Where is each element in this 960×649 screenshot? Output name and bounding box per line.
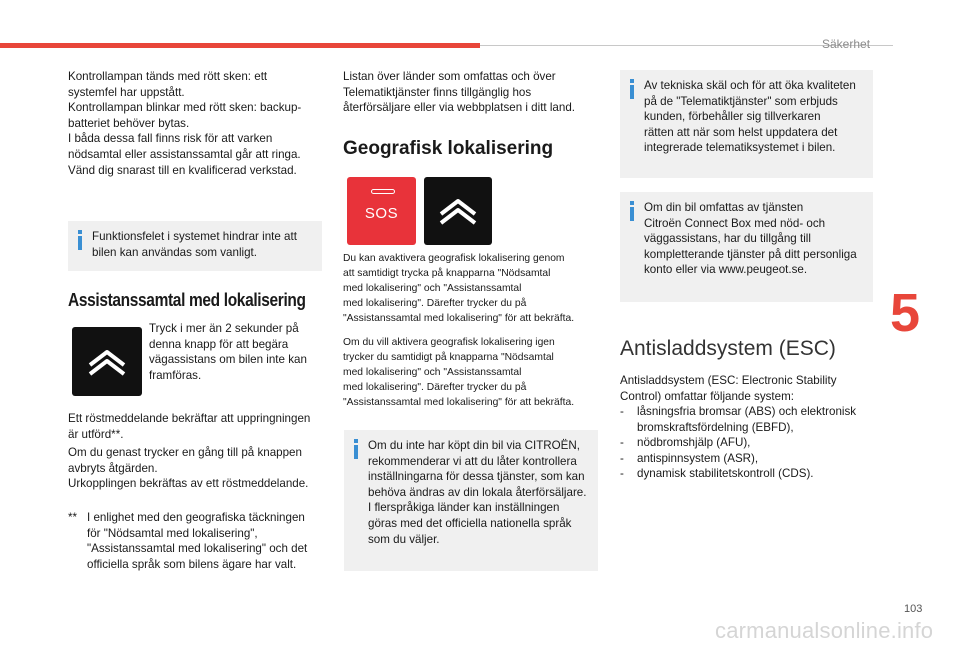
info-icon <box>352 439 360 459</box>
assistance-button-image <box>72 327 142 396</box>
col1-footnote <box>68 510 338 572</box>
footnote-mark: ** <box>68 511 78 524</box>
watermark: carmanualsonline.info <box>715 618 934 643</box>
list-item: - antispinnsystem (ASR), <box>620 451 759 465</box>
header-accent-bar <box>0 43 480 48</box>
assistance-button-image-2 <box>424 177 492 245</box>
citroen-chevrons-icon <box>72 327 142 396</box>
geolocation-heading: Geografisk lokalisering <box>343 138 554 159</box>
col1-para2: Om du genast trycker en gång till på knappen avbryts åtgärden. Urkopplingen bekräftas av ett röstmeddelande. <box>68 446 309 491</box>
chapter-number: 5 <box>890 283 921 343</box>
col3-intro: Antisladdsystem (ESC: Electronic Stability Control) omfattar följande system: <box>620 374 837 403</box>
esc-heading: Antisladdsystem (ESC) <box>620 337 836 360</box>
col3-heading-wrap <box>620 337 870 361</box>
list-item: - nödbromshjälp (AFU), <box>620 436 751 450</box>
page-number: 103 <box>904 603 923 615</box>
esc-system-list <box>620 404 880 482</box>
sos-button-image <box>347 177 416 245</box>
assistance-button-text: Tryck i mer än 2 sekunder på denna knapp för att begära vägassistans om bilen inte kan framföras. <box>149 322 307 382</box>
sos-label: SOS <box>364 205 399 222</box>
col3-info-note-2-text: Om din bil omfattas av tjänsten Citroën Connect Box med nöd- och väggassistans, har du tillgång till kompletterande tjänster på ditt personliga konto eller via www.peugeot.se. <box>644 201 857 277</box>
col1-info-note-text: Funktionsfelet i systemet hindrar inte att bilen kan användas som vanligt. <box>92 230 297 259</box>
col3-info-note-1 <box>620 70 873 178</box>
col3-info-note-2 <box>620 192 873 302</box>
footnote-text: I enlighet med den geografiska täckningen för "Nödsamtal med lokalisering", "Assistanssamtal med lokalisering" och det officiella språk som bilens ägare har valt. <box>87 511 308 571</box>
col2-heading-wrap <box>343 138 603 160</box>
col3-info-note-1-text: Av tekniska skäl och för att öka kvaliteten på de "Telematiktjänster" som erbjuds kunden, förbehåller sig tillverkaren rätten att när som helst uppdatera det integrerade telematiksystemet i bilen. <box>644 79 856 155</box>
section-label: Säkerhet <box>822 37 871 51</box>
col1-para1: Ett röstmeddelande bekräftar att uppringningen är utförd**. <box>68 412 311 441</box>
info-icon <box>76 230 84 250</box>
sos-button-bar-icon <box>371 189 395 194</box>
list-item: - dynamisk stabilitetskontroll (CDS). <box>620 467 814 481</box>
col2-info-note-text: Om du inte har köpt din bil via CITROËN, rekommenderar vi att du låter kontrollera inställningarna för dessa tjänster, som kan behöva ändras av din lokala återförsäljare. I flerspråkiga länder kan inställningen göras med det officiella nationella språk som du väljer. <box>368 439 587 546</box>
col2-para1: Du kan avaktivera geografisk lokalisering genom att samtidigt trycka på knapparna "Nödsamtal med lokalisering" och "Assistanssamtal med lokalisering". Därefter trycker du på "Assistanssamtal med lokalisering" för att bekräfta. <box>343 253 575 325</box>
col2-intro: Listan över länder som omfattas och över Telematiktjänster finns tillgänglig hos återförsäljare eller via webbplatsen i ditt land. <box>343 70 575 115</box>
list-item: - låsningsfria bromsar (ABS) och elektronisk bromskraftsfördelning (EBFD), <box>620 405 857 434</box>
col2-info-note <box>344 430 598 571</box>
info-icon <box>628 79 636 99</box>
col2-para2: Om du vill aktivera geografisk lokalisering igen trycker du samtidigt på knapparna "Nödsamtal med lokalisering" och "Assistanssamtal med lokalisering". Därefter trycker du på "Assistanssamtal med lokalisering" för att bekräfta. <box>343 337 575 409</box>
info-icon <box>628 201 636 221</box>
citroen-chevrons-icon <box>424 177 492 245</box>
col1-heading-wrap <box>68 290 338 311</box>
col1-intro: Kontrollampan tänds med rött sken: ett systemfel har uppstått. Kontrollampan blinkar med rött sken: backup- batteriet behöver bytas. I båda dessa fall finns risk för att varken nödsamtal eller assistanssamtal går att ringa. Vänd dig snarast till en kvalificerad verkstad. <box>68 70 302 177</box>
assistance-call-heading: Assistanssamtal med lokalisering <box>68 290 306 310</box>
col1-info-note <box>68 221 322 271</box>
